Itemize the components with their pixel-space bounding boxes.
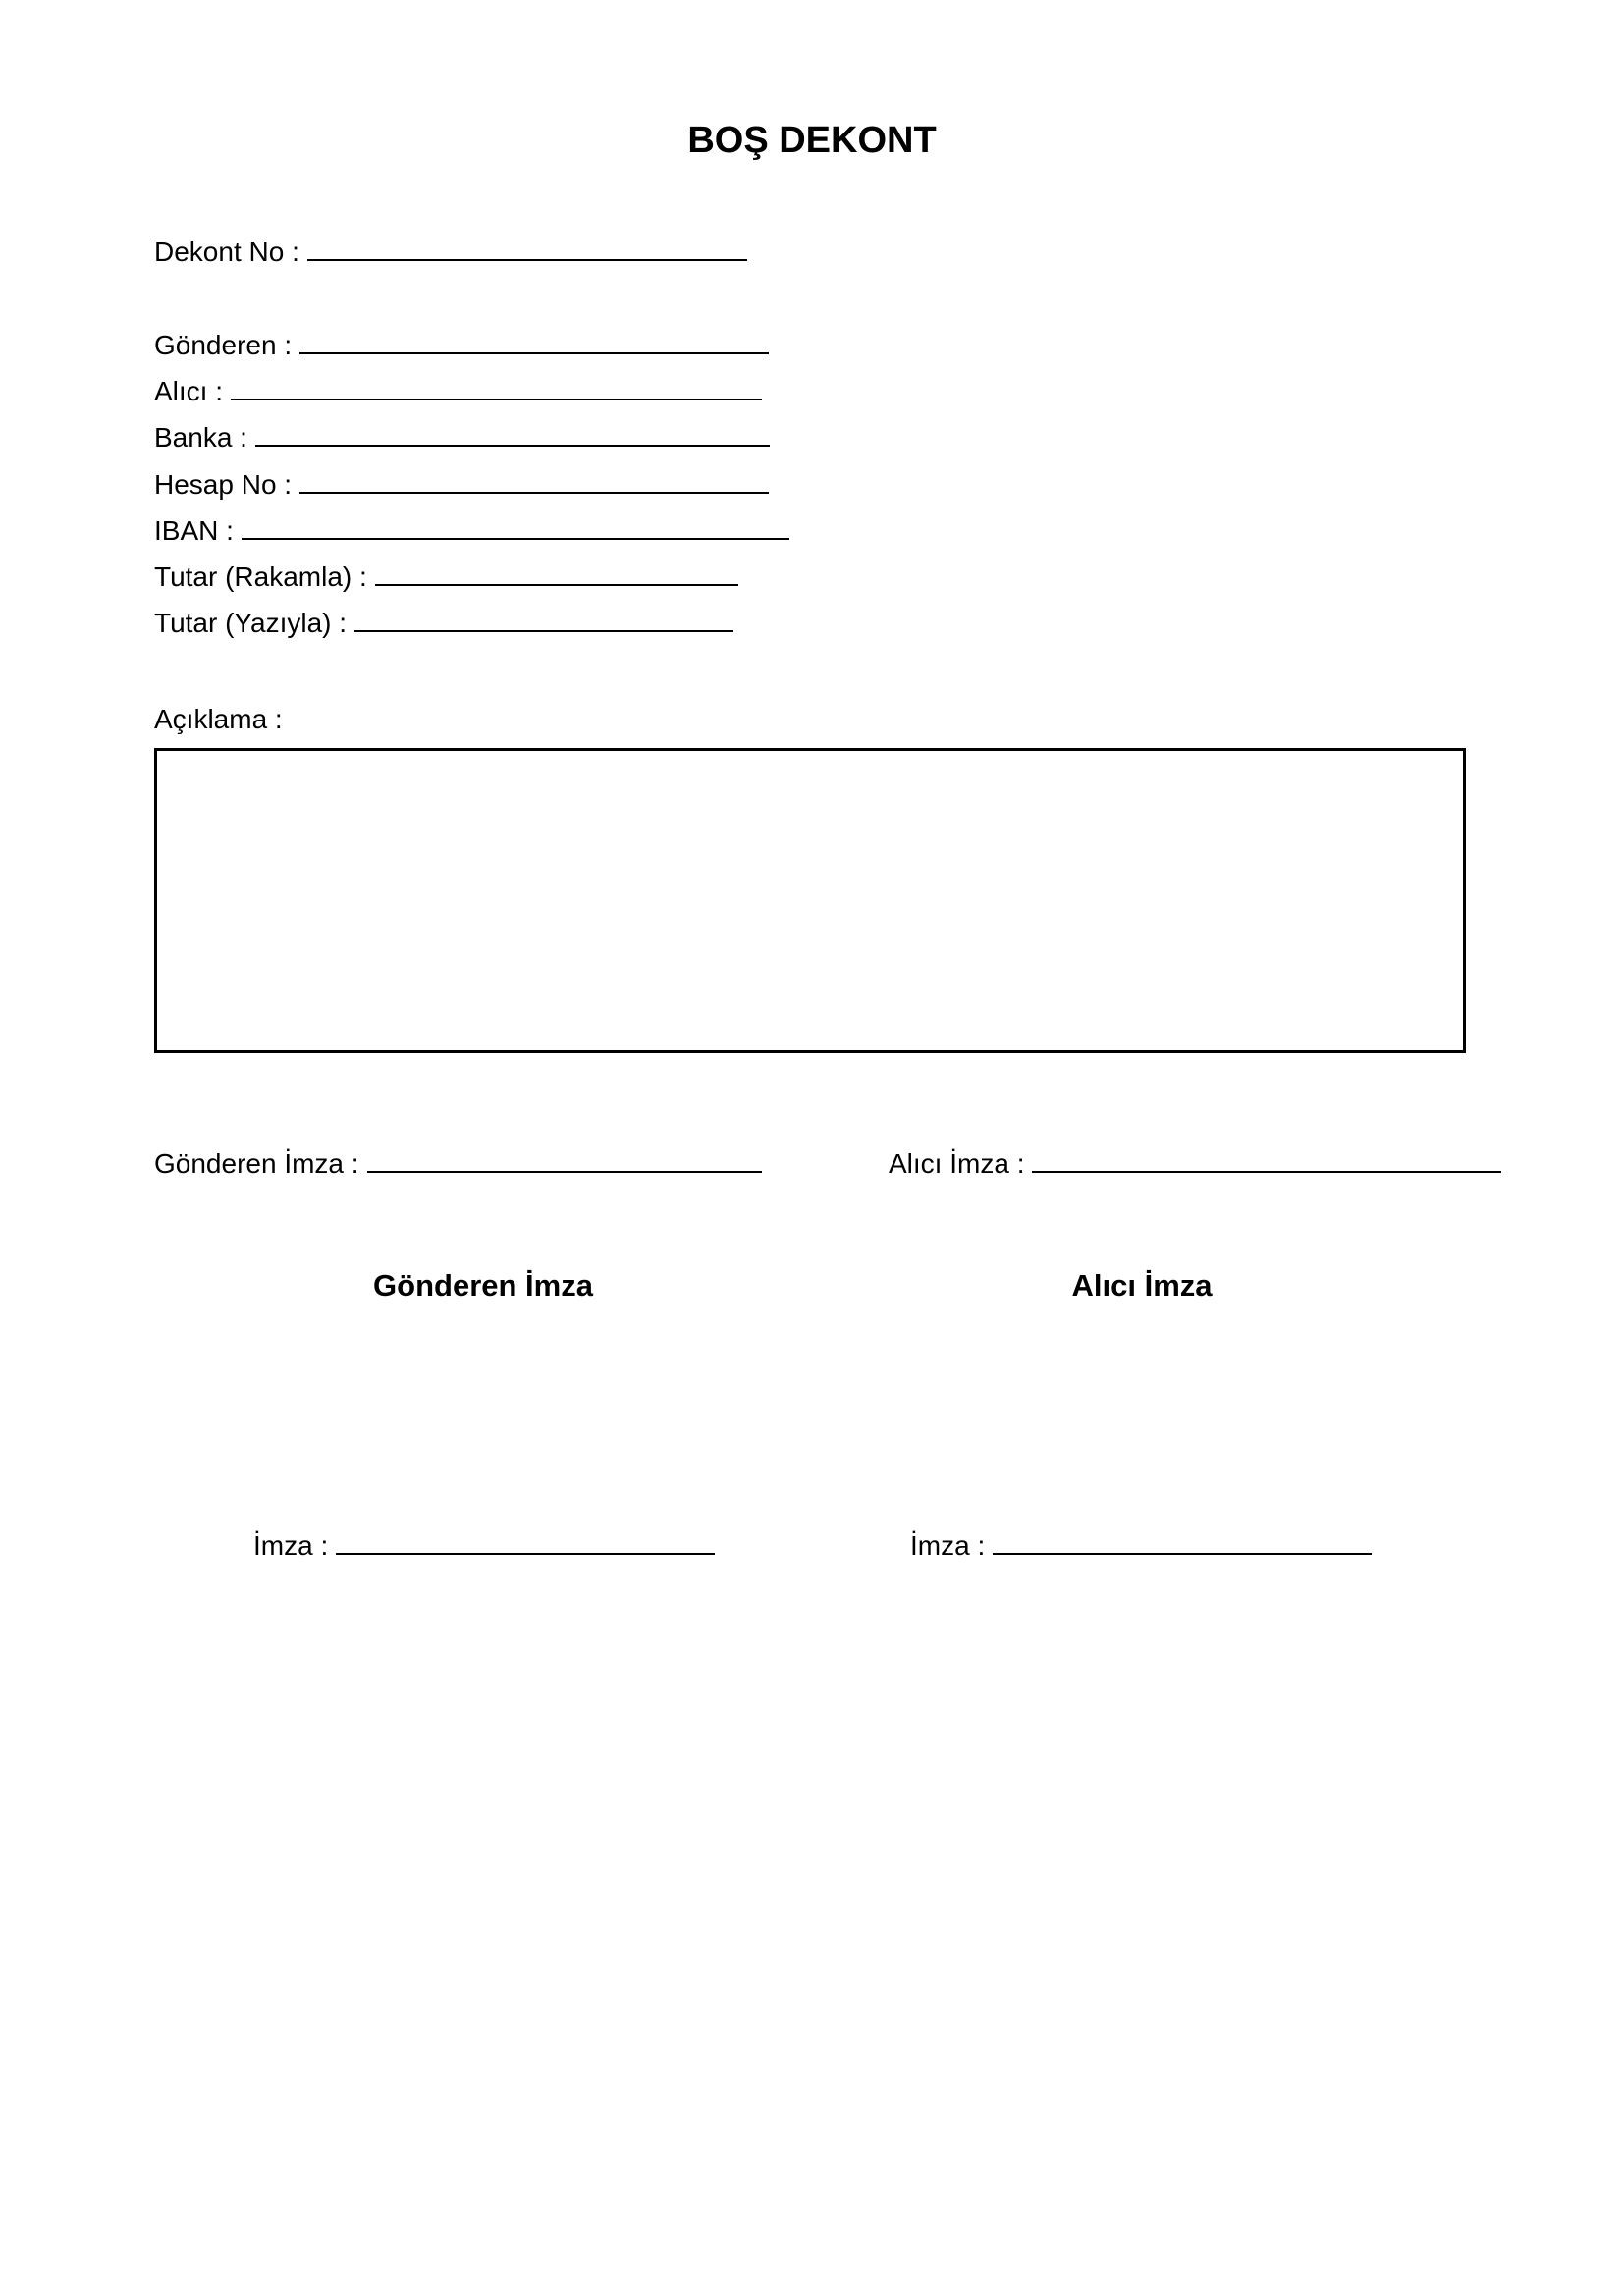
alici-imza-label: Alıcı İmza : [889,1148,1025,1179]
alici-signature-line[interactable] [993,1529,1372,1555]
iban-line[interactable] [242,514,789,540]
iban-field[interactable] [154,514,789,548]
alici-imza-field[interactable] [889,1148,1501,1181]
alici-signature-field[interactable] [910,1529,1372,1563]
gonderen-imza-line[interactable] [367,1148,762,1173]
tutar-yaziyla-field[interactable] [154,607,733,640]
tutar-rakamla-label: Tutar (Rakamla) : [154,561,367,592]
dekont-no-field[interactable] [154,236,747,269]
gonderen-line[interactable] [299,329,769,354]
banka-label: Banka : [154,422,247,453]
banka-line[interactable] [255,421,770,447]
iban-label: IBAN : [154,515,234,546]
tutar-rakamla-line[interactable] [375,561,738,586]
gonderen-signature-field[interactable] [253,1529,715,1563]
tutar-yaziyla-line[interactable] [354,607,733,632]
alici-imza-line[interactable] [1032,1148,1501,1173]
tutar-yaziyla-label: Tutar (Yazıyla) : [154,608,348,638]
gonderen-field[interactable] [154,329,769,362]
hesap-no-label: Hesap No : [154,469,293,500]
description-box[interactable] [154,748,1466,1053]
document-title: BOŞ DEKONT [687,120,937,161]
alici-line[interactable] [231,375,762,400]
dekont-no-line[interactable] [307,236,747,261]
description-label: Açıklama : [154,704,283,734]
gonderen-imza-field[interactable] [154,1148,762,1181]
alici-label: Alıcı : [154,376,224,406]
alici-imza-title: Alıcı İmza [1071,1268,1213,1303]
hesap-no-field[interactable] [154,468,769,502]
gonderen-imza-label: Gönderen İmza : [154,1148,359,1179]
alici-field[interactable] [154,375,762,408]
gonderen-signature-line[interactable] [336,1529,715,1555]
banka-field[interactable] [154,421,770,454]
gonderen-signature-label: İmza : [253,1530,329,1561]
dekont-no-label: Dekont No : [154,237,299,267]
hesap-no-line[interactable] [299,468,769,494]
alici-signature-label: İmza : [910,1530,986,1561]
tutar-rakamla-field[interactable] [154,561,738,594]
gonderen-label: Gönderen : [154,330,293,360]
gonderen-imza-title: Gönderen İmza [373,1268,593,1303]
